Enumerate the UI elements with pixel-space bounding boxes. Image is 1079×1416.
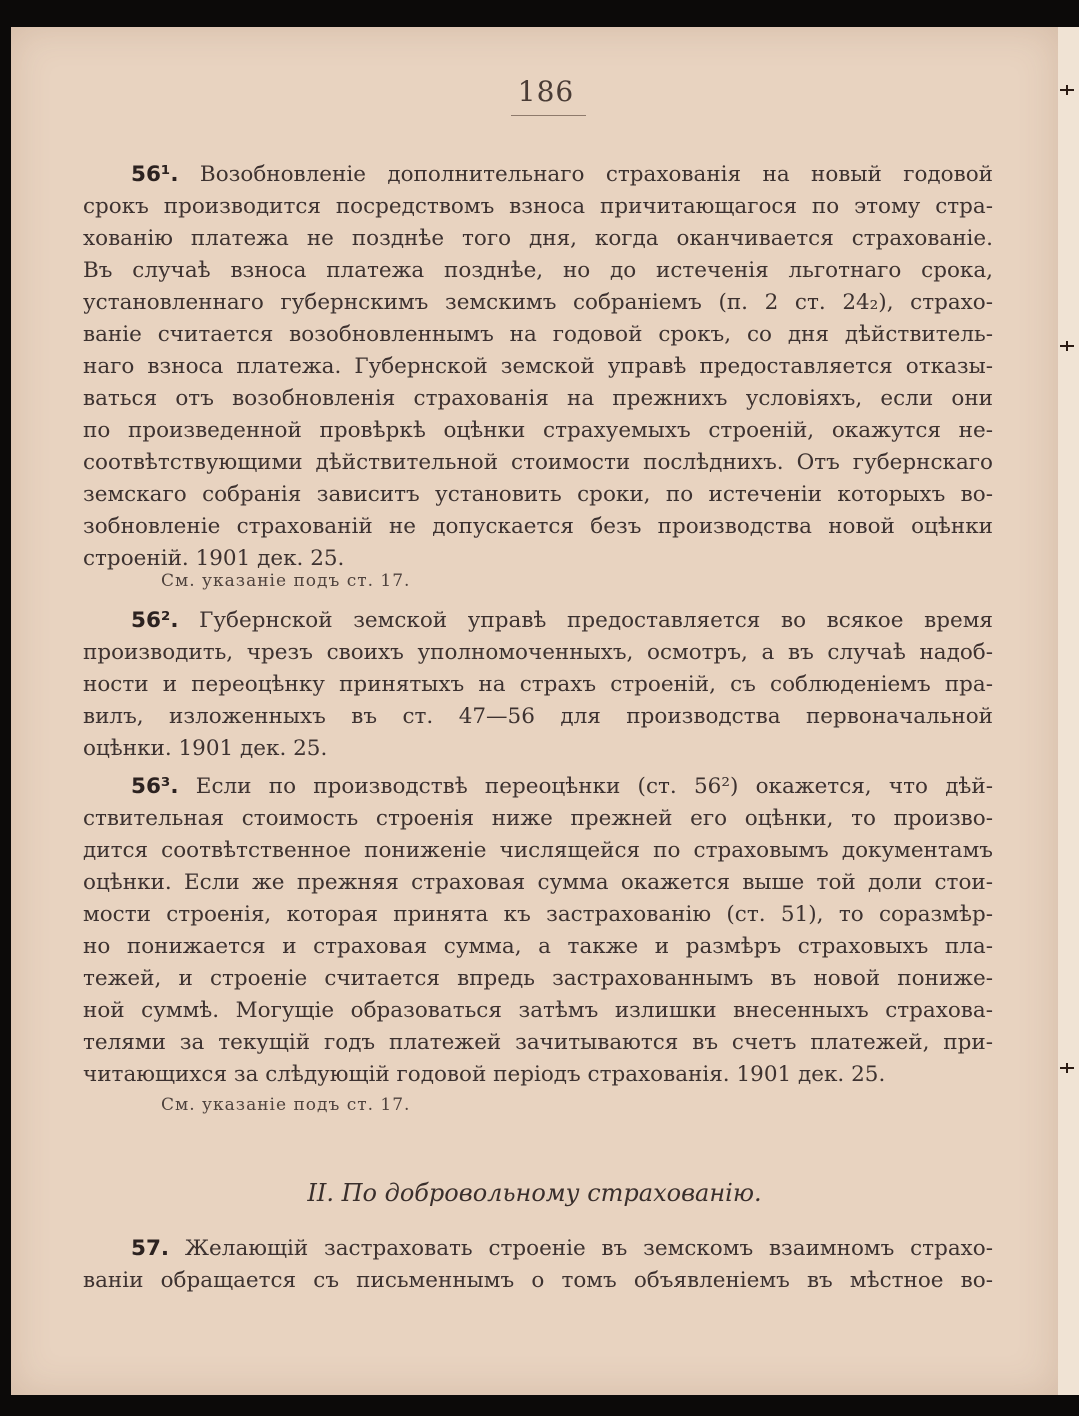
article-line: ваться отъ возобновленія страхованія на прежнихъ условіяхъ, если они	[83, 386, 993, 411]
article-number: 57.	[131, 1236, 170, 1261]
article-line: зобновленіе страхованій не допускается безъ производства новой оцѣнки	[83, 514, 993, 539]
article-line: читающихся за слѣдующій годовой періодъ страхованія. 1901 дек. 25.	[83, 1062, 886, 1087]
cross-reference-note: См. указаніе подъ ст. 17.	[161, 571, 411, 591]
article-line: ваніи обращается съ письменнымъ о томъ объявленіемъ въ мѣстное во-	[83, 1268, 993, 1293]
binding-mark	[1060, 89, 1074, 91]
article-line: 57. Желающій застраховать строеніе въ земскомъ взаимномъ страхо-	[131, 1236, 993, 1261]
article-line: ваніе считается возобновленнымъ на годовой срокъ, со дня дѣйствитель-	[83, 322, 993, 347]
article-line: мости строенія, которая принята къ застрахованію (ст. 51), то соразмѣр-	[83, 902, 993, 927]
article-line: наго взноса платежа. Губернской земской управѣ предоставляется отказы-	[83, 354, 993, 379]
article-number: 56².	[131, 608, 179, 633]
article-number: 56¹.	[131, 162, 179, 187]
article-number: 56³.	[131, 774, 179, 799]
article-line: срокъ производится посредствомъ взноса причитающагося по этому стра-	[83, 194, 993, 219]
page-number-rule	[511, 115, 586, 116]
article-line: ности и переоцѣнку принятыхъ на страхъ строеній, съ соблюденіемъ пра-	[83, 672, 993, 697]
article-line: дится соотвѣтственное пониженіе числящейся по страховымъ документамъ	[83, 838, 993, 863]
article-line: 56¹. Возобновленіе дополнительнаго страхованія на новый годовой	[131, 162, 993, 187]
article-line: соотвѣтствующими дѣйствительной стоимости послѣднихъ. Отъ губернскаго	[83, 450, 993, 475]
article-line: Въ случаѣ взноса платежа позднѣе, но до истеченія льготнаго срока,	[83, 258, 993, 283]
article-line: по произведенной провѣркѣ оцѣнки страхуемыхъ строеній, окажутся не-	[83, 418, 993, 443]
article-line: строеній. 1901 дек. 25.	[83, 546, 345, 571]
cross-reference-note: См. указаніе подъ ст. 17.	[161, 1095, 411, 1115]
section-heading: II. По добровольному страхованію.	[307, 1179, 762, 1207]
scan-border	[0, 1395, 1079, 1416]
article-line: установленнаго губернскимъ земскимъ собраніемъ (п. 2 ст. 24₂), страхо-	[83, 290, 993, 315]
document-page	[11, 27, 1058, 1395]
article-line: тежей, и строеніе считается впредь застрахованнымъ въ новой пониже-	[83, 966, 993, 991]
article-line: вилъ, изложенныхъ въ ст. 47—56 для производства первоначальной	[83, 704, 993, 729]
article-line: ствительная стоимость строенія ниже прежней его оцѣнки, то произво-	[83, 806, 993, 831]
article-line: ной суммѣ. Могущіе образоваться затѣмъ излишки внесенныхъ страхова-	[83, 998, 993, 1023]
article-line: но понижается и страховая сумма, а также и размѣръ страховыхъ пла-	[83, 934, 993, 959]
article-line: 56². Губернской земской управѣ предоставляется во всякое время	[131, 608, 993, 633]
article-line: оцѣнки. 1901 дек. 25.	[83, 736, 328, 761]
book-spine-edge	[1058, 27, 1079, 1395]
page-number: 186	[517, 75, 575, 108]
article-line: 56³. Если по производствѣ переоцѣнки (ст. 56²) окажется, что дѣй-	[131, 774, 993, 799]
article-line: производить, чрезъ своихъ уполномоченныхъ, осмотръ, а въ случаѣ надоб-	[83, 640, 993, 665]
binding-mark	[1060, 345, 1074, 347]
article-line: земскаго собранія зависитъ установить сроки, по истеченіи которыхъ во-	[83, 482, 993, 507]
article-line: оцѣнки. Если же прежняя страховая сумма окажется выше той доли стои-	[83, 870, 993, 895]
article-line: хованію платежа не позднѣе того дня, когда оканчивается страхованіе.	[83, 226, 993, 251]
article-line: телями за текущій годъ платежей зачитываются въ счетъ платежей, при-	[83, 1030, 993, 1055]
binding-mark	[1060, 1067, 1074, 1069]
